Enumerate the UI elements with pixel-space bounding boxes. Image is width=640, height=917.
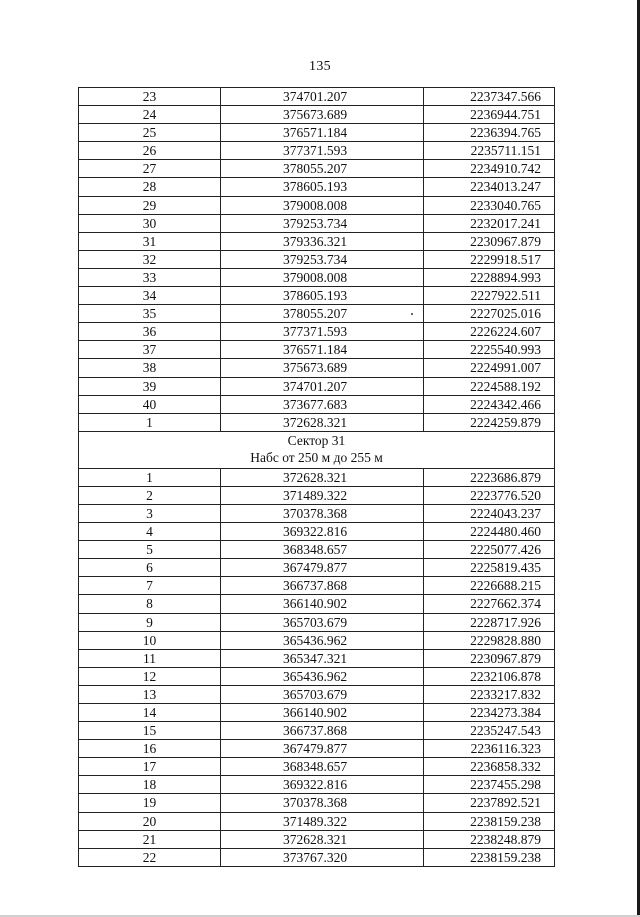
y-coordinate-cell: 2238248.879 [424,830,555,848]
y-coordinate-cell: 2224588.192 [424,377,555,395]
point-number-cell: 3 [79,504,221,522]
point-number-cell: 33 [79,268,221,286]
y-coordinate-cell: 2230967.879 [424,649,555,667]
table-row [79,541,555,559]
y-coordinate-cell: 2224043.237 [424,504,555,522]
x-coordinate-cell: 378055.207 [221,305,424,323]
table-row [79,305,555,323]
point-number-cell: 40 [79,395,221,413]
point-number-cell: 23 [79,88,221,106]
point-number-cell: 13 [79,685,221,703]
point-number-cell: 21 [79,830,221,848]
section-title: Сектор 31 [287,432,346,448]
point-number-cell: 5 [79,541,221,559]
point-number-cell: 20 [79,812,221,830]
point-number-cell: 15 [79,722,221,740]
y-coordinate-cell: 2236116.323 [424,740,555,758]
x-coordinate-cell: 379253.734 [221,250,424,268]
point-number-cell: 8 [79,595,221,613]
point-number-cell: 32 [79,250,221,268]
x-coordinate-cell: 369322.816 [221,776,424,794]
y-coordinate-cell: 2237892.521 [424,794,555,812]
y-coordinate-cell: 2233040.765 [424,196,555,214]
table-row [79,613,555,631]
table-row [79,504,555,522]
y-coordinate-cell: 2226688.215 [424,577,555,595]
y-coordinate-cell: 2228894.993 [424,268,555,286]
x-coordinate-cell: 372628.321 [221,830,424,848]
x-coordinate-cell: 373767.320 [221,848,424,866]
x-coordinate-cell: 377371.593 [221,142,424,160]
x-coordinate-cell: 379008.008 [221,196,424,214]
table-row [79,776,555,794]
point-number-cell: 31 [79,232,221,250]
x-coordinate-cell: 377371.593 [221,323,424,341]
scan-speck [411,313,413,315]
y-coordinate-cell: 2224259.879 [424,413,555,431]
x-coordinate-cell: 368348.657 [221,758,424,776]
y-coordinate-cell: 2234273.384 [424,704,555,722]
y-coordinate-cell: 2237455.298 [424,776,555,794]
y-coordinate-cell: 2234013.247 [424,178,555,196]
x-coordinate-cell: 378055.207 [221,160,424,178]
point-number-cell: 16 [79,740,221,758]
y-coordinate-cell: 2232106.878 [424,667,555,685]
table-row [79,722,555,740]
x-coordinate-cell: 371489.322 [221,812,424,830]
point-number-cell: 27 [79,160,221,178]
table-row [79,323,555,341]
point-number-cell: 36 [79,323,221,341]
x-coordinate-cell: 365347.321 [221,649,424,667]
point-number-cell: 38 [79,359,221,377]
page-number: 135 [309,59,331,74]
point-number-cell: 18 [79,776,221,794]
table-row [79,577,555,595]
y-coordinate-cell: 2225077.426 [424,541,555,559]
table-row [79,214,555,232]
point-number-cell: 24 [79,106,221,124]
table-row [79,667,555,685]
table-row [79,649,555,667]
x-coordinate-cell: 365703.679 [221,685,424,703]
x-coordinate-cell: 366140.902 [221,704,424,722]
point-number-cell: 2 [79,486,221,504]
rows-after [79,468,555,866]
point-number-cell: 22 [79,848,221,866]
x-coordinate-cell: 372628.321 [221,413,424,431]
point-number-cell: 9 [79,613,221,631]
point-number-cell: 1 [79,413,221,431]
y-coordinate-cell: 2225540.993 [424,341,555,359]
x-coordinate-cell: 374701.207 [221,88,424,106]
table-row [79,106,555,124]
y-coordinate-cell: 2232017.241 [424,214,555,232]
x-coordinate-cell: 371489.322 [221,486,424,504]
point-number-cell: 7 [79,577,221,595]
y-coordinate-cell: 2225819.435 [424,559,555,577]
table-row [79,377,555,395]
table-row [79,268,555,286]
point-number-cell: 4 [79,523,221,541]
y-coordinate-cell: 2229918.517 [424,250,555,268]
x-coordinate-cell: 379336.321 [221,232,424,250]
y-coordinate-cell: 2234910.742 [424,160,555,178]
x-coordinate-cell: 366737.868 [221,577,424,595]
y-coordinate-cell: 2228717.926 [424,613,555,631]
point-number-cell: 39 [79,377,221,395]
x-coordinate-cell: 370378.368 [221,794,424,812]
table-row [79,523,555,541]
y-coordinate-cell: 2227922.511 [424,287,555,305]
x-coordinate-cell: 376571.184 [221,341,424,359]
x-coordinate-cell: 374701.207 [221,377,424,395]
x-coordinate-cell: 367479.877 [221,559,424,577]
y-coordinate-cell: 2236858.332 [424,758,555,776]
section-header [79,431,555,468]
table-row [79,341,555,359]
y-coordinate-cell: 2238159.238 [424,812,555,830]
point-number-cell: 25 [79,124,221,142]
table-row [79,830,555,848]
x-coordinate-cell: 365703.679 [221,613,424,631]
table-row [79,559,555,577]
point-number-cell: 17 [79,758,221,776]
table-row [79,287,555,305]
point-number-cell: 37 [79,341,221,359]
y-coordinate-cell: 2226224.607 [424,323,555,341]
point-number-cell: 12 [79,667,221,685]
table-row [79,232,555,250]
table-row [79,685,555,703]
table-row [79,486,555,504]
section-cell [79,431,555,468]
table-row [79,595,555,613]
y-coordinate-cell: 2224480.460 [424,523,555,541]
coordinates-table [78,87,555,867]
y-coordinate-cell: 2235711.151 [424,142,555,160]
rows-before [79,88,555,432]
x-coordinate-cell: 379008.008 [221,268,424,286]
y-coordinate-cell: 2237347.566 [424,88,555,106]
x-coordinate-cell: 375673.689 [221,359,424,377]
point-number-cell: 10 [79,631,221,649]
point-number-cell: 30 [79,214,221,232]
table-row [79,740,555,758]
x-coordinate-cell: 378605.193 [221,287,424,305]
table-row [79,848,555,866]
x-coordinate-cell: 367479.877 [221,740,424,758]
y-coordinate-cell: 2227025.016 [424,305,555,323]
x-coordinate-cell: 373677.683 [221,395,424,413]
table-row [79,142,555,160]
table-row [79,196,555,214]
point-number-cell: 1 [79,468,221,486]
point-number-cell: 14 [79,704,221,722]
table-row [79,359,555,377]
y-coordinate-cell: 2229828.880 [424,631,555,649]
x-coordinate-cell: 369322.816 [221,523,424,541]
x-coordinate-cell: 366737.868 [221,722,424,740]
x-coordinate-cell: 375673.689 [221,106,424,124]
y-coordinate-cell: 2236394.765 [424,124,555,142]
y-coordinate-cell: 2223686.879 [424,468,555,486]
x-coordinate-cell: 378605.193 [221,178,424,196]
y-coordinate-cell: 2233217.832 [424,685,555,703]
x-coordinate-cell: 366140.902 [221,595,424,613]
section-row [79,431,555,468]
table-row [79,413,555,431]
point-number-cell: 19 [79,794,221,812]
table-row [79,250,555,268]
x-coordinate-cell: 376571.184 [221,124,424,142]
y-coordinate-cell: 2227662.374 [424,595,555,613]
table-row [79,794,555,812]
point-number-cell: 28 [79,178,221,196]
point-number-cell: 34 [79,287,221,305]
table-row [79,704,555,722]
table-row [79,124,555,142]
y-coordinate-cell: 2223776.520 [424,486,555,504]
y-coordinate-cell: 2238159.238 [424,848,555,866]
y-coordinate-cell: 2224342.466 [424,395,555,413]
table-row [79,395,555,413]
y-coordinate-cell: 2230967.879 [424,232,555,250]
table-row [79,631,555,649]
x-coordinate-cell: 365436.962 [221,631,424,649]
table-row [79,468,555,486]
table-row [79,178,555,196]
table-row [79,812,555,830]
table-row [79,758,555,776]
point-number-cell: 35 [79,305,221,323]
y-coordinate-cell: 2236944.751 [424,106,555,124]
x-coordinate-cell: 372628.321 [221,468,424,486]
point-number-cell: 6 [79,559,221,577]
x-coordinate-cell: 370378.368 [221,504,424,522]
y-coordinate-cell: 2235247.543 [424,722,555,740]
point-number-cell: 26 [79,142,221,160]
y-coordinate-cell: 2224991.007 [424,359,555,377]
table-row [79,88,555,106]
table-row [79,160,555,178]
point-number-cell: 11 [79,649,221,667]
point-number-cell: 29 [79,196,221,214]
x-coordinate-cell: 365436.962 [221,667,424,685]
section-subtitle: Набс от 250 м до 255 м [250,450,383,466]
x-coordinate-cell: 368348.657 [221,541,424,559]
x-coordinate-cell: 379253.734 [221,214,424,232]
